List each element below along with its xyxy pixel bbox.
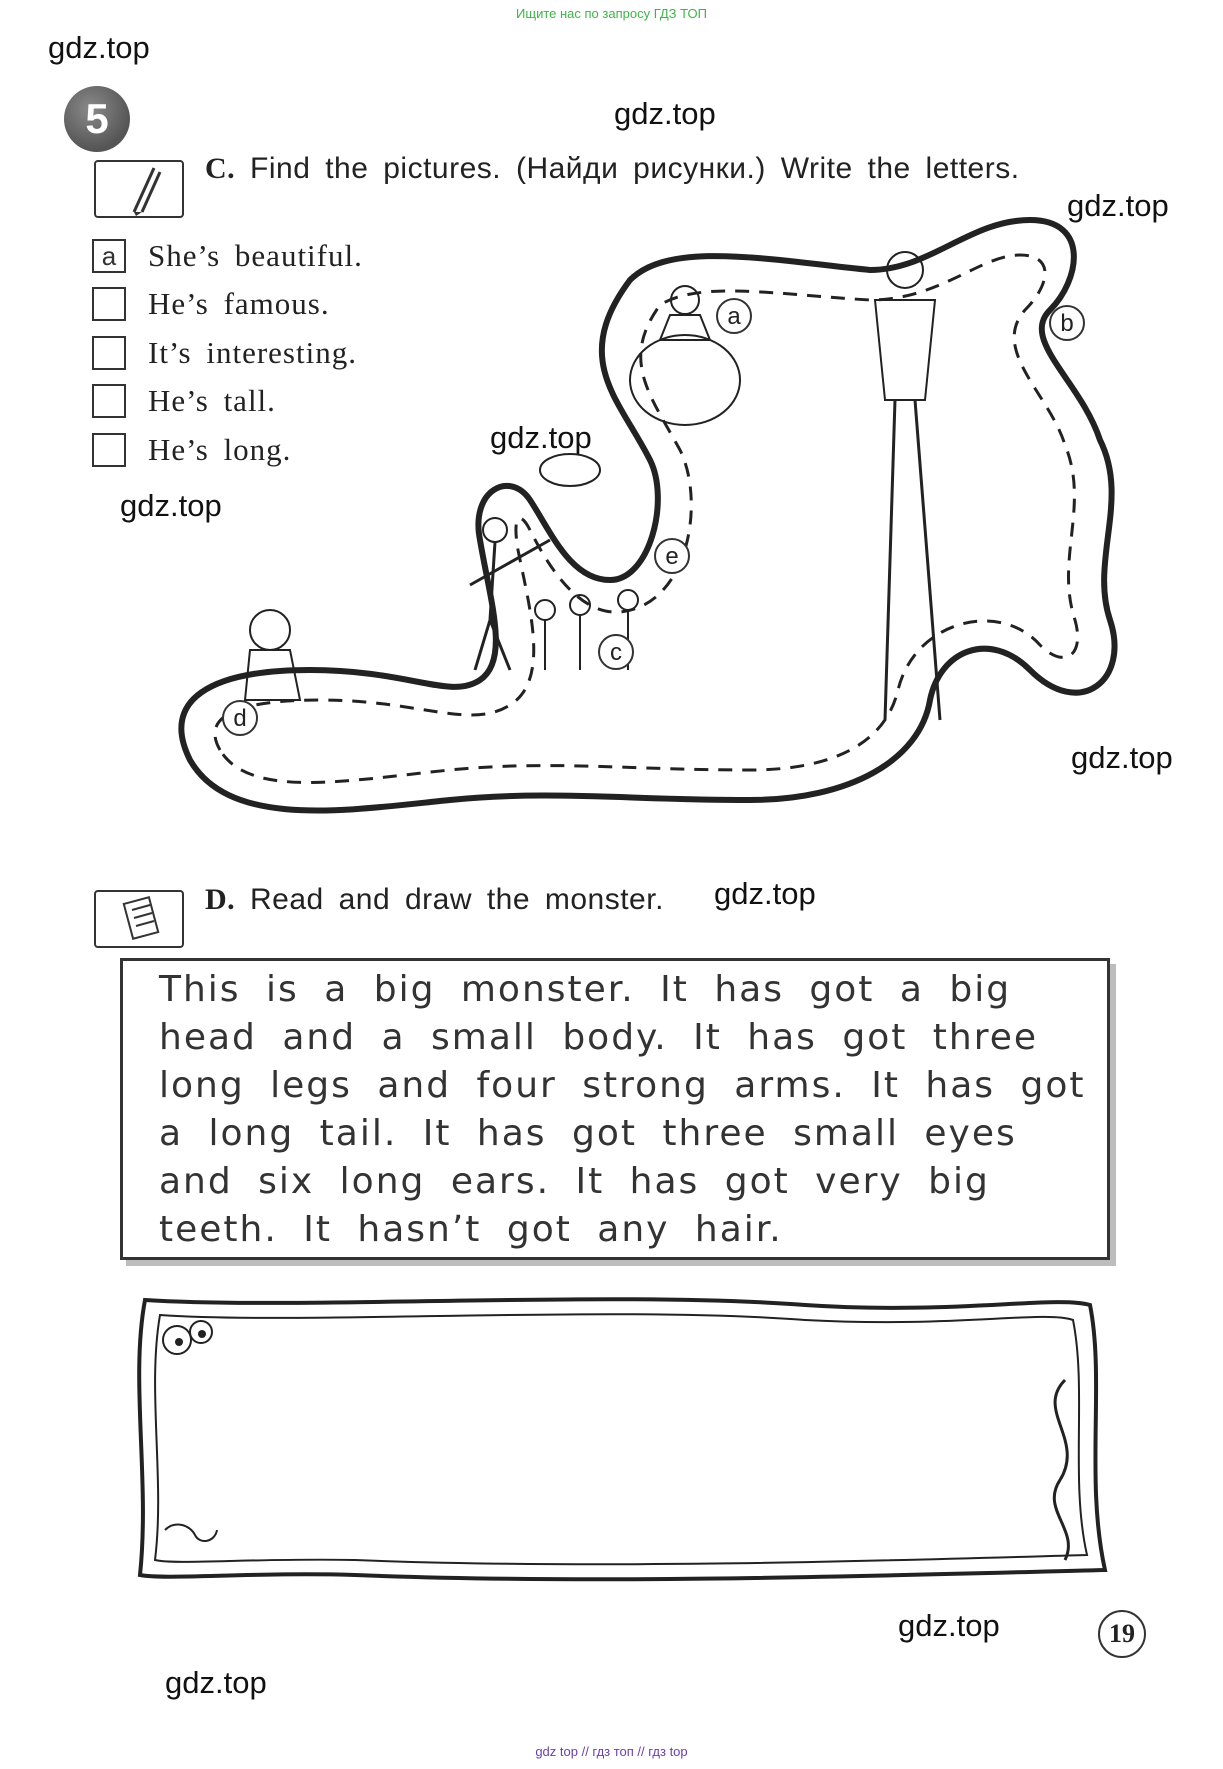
- footer-links[interactable]: gdz top // гдз топ // гдз top: [535, 1744, 688, 1759]
- watermark: gdz.top: [165, 1665, 267, 1700]
- reading-line: and six long ears. It has got very big: [159, 1161, 990, 1202]
- task-c-heading: [205, 152, 1020, 186]
- item-text: He’s long.: [148, 432, 292, 467]
- reading-line: teeth. It hasn’t got any hair.: [159, 1209, 783, 1250]
- watermark: gdz.top: [490, 420, 592, 455]
- reading-text-box: [120, 958, 1110, 1260]
- reading-line: a long tail. It has got three small eyes: [159, 1113, 1017, 1154]
- item-text: He’s tall.: [148, 383, 276, 418]
- reading-line: This is a big monster. It has got a big: [159, 969, 1012, 1010]
- task-d-letter: D.: [205, 883, 236, 916]
- answer-box[interactable]: [92, 384, 126, 418]
- task-c-letter: C.: [205, 152, 236, 185]
- watermark: gdz.top: [714, 876, 816, 911]
- page-number: 19: [1098, 1610, 1146, 1658]
- answer-box[interactable]: [92, 287, 126, 321]
- drawing-frame[interactable]: [105, 1280, 1125, 1590]
- answer-box[interactable]: [92, 336, 126, 370]
- top-banner[interactable]: Ищите нас по запросу ГДЗ ТОП: [516, 6, 707, 21]
- watermark: gdz.top: [1067, 188, 1169, 223]
- item-text: He’s famous.: [148, 286, 330, 321]
- picture-label-d: d: [222, 700, 258, 736]
- watermark: gdz.top: [120, 488, 222, 523]
- watermark: gdz.top: [614, 96, 716, 131]
- monster-snake-illustration: [150, 200, 1130, 850]
- watermark: gdz.top: [48, 30, 150, 65]
- item-text: It’s interesting.: [148, 335, 357, 370]
- item-text: She’s beautiful.: [148, 238, 363, 273]
- answer-box[interactable]: a: [92, 239, 126, 273]
- reading-line: long legs and four strong arms. It has got: [159, 1065, 1086, 1106]
- task-d-instruction: Read and draw the monster.: [250, 883, 664, 916]
- reading-line: head and a small body. It has got three: [159, 1017, 1039, 1058]
- picture-label-b: b: [1049, 305, 1085, 341]
- notebook-icon: [94, 890, 184, 948]
- task-c-instruction: Find the pictures. (Найди рисунки.) Write the letters.: [250, 152, 1020, 185]
- answer-box[interactable]: [92, 433, 126, 467]
- watermark: gdz.top: [898, 1608, 1000, 1643]
- picture-label-a: a: [716, 298, 752, 334]
- unit-number-badge: 5: [64, 86, 130, 152]
- picture-label-c: c: [598, 634, 634, 670]
- watermark: gdz.top: [1071, 740, 1173, 775]
- task-d-heading: [205, 883, 664, 917]
- picture-label-e: e: [654, 538, 690, 574]
